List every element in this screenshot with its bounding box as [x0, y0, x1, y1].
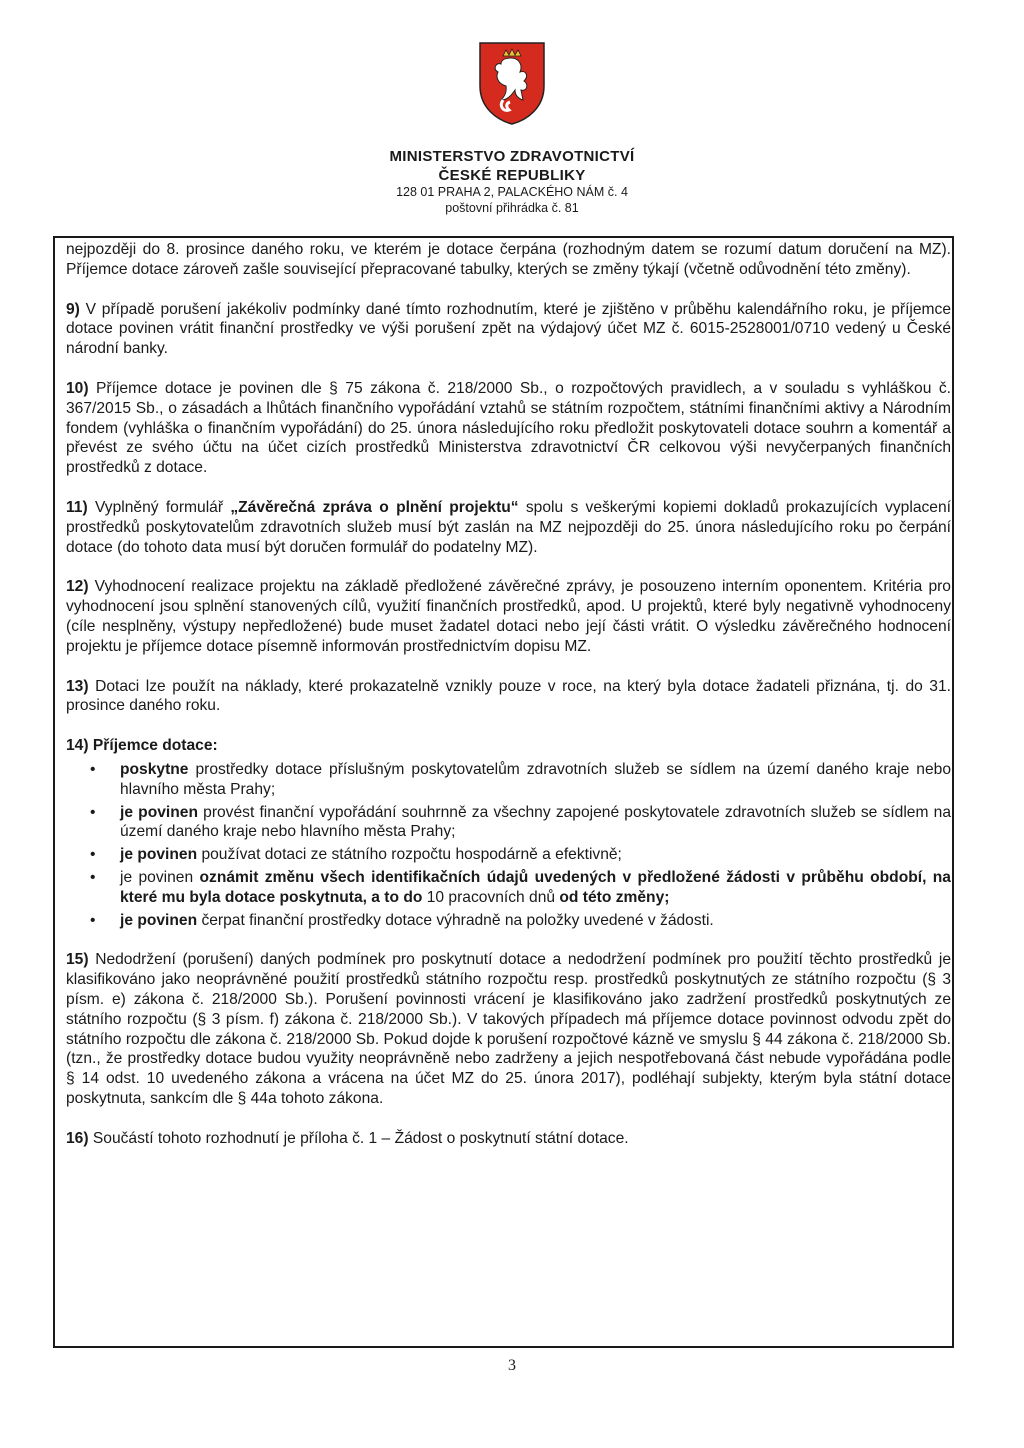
paragraph-text: Součástí tohoto rozhodnutí je příloha č. 1 – Žádost o poskytnutí státní dotace.	[92, 1129, 629, 1147]
paragraph-text: Vyplněný formulář	[94, 498, 231, 516]
bullet-bold-text: je povinen	[120, 846, 198, 864]
bullet-text: prostředky dotace příslušným poskytovatelům zdravotních služeb se sídlem na území daného kraje nebo hlavního města Prahy;	[120, 760, 951, 798]
paragraph-number: 12)	[66, 578, 89, 596]
paragraph-number: 11)	[66, 498, 88, 516]
bullet-bold-text: je povinen	[120, 803, 198, 821]
bullet-icon: •	[90, 911, 96, 929]
bullet-bold-text: oznámit změnu všech identifikačních údajů uvedených v předložené žádosti v průběhu období, na které mu byla dotace poskytnuta, a to do	[120, 868, 951, 906]
obligations-list	[66, 760, 951, 930]
document-body	[66, 240, 951, 1168]
bullet-bold-text: poskytne	[120, 760, 189, 778]
bullet-bold-text: od této změny;	[559, 888, 670, 906]
paragraph-text: Dotaci lze použít na náklady, které prokazatelně vznikly pouze v roce, na který byla dotace žadateli přiznána, tj. do 31. prosince daného roku.	[66, 677, 951, 715]
form-title: „Závěrečná zpráva o plnění projektu“	[230, 498, 519, 516]
letterhead	[0, 40, 1024, 216]
paragraph-15	[66, 950, 951, 1108]
paragraph-title: Příjemce dotace:	[92, 737, 218, 755]
paragraph-text: spolu s veškerými kopiemi dokladů prokazujících vyplacení prostředků poskytovatelům zdravotních služeb musí být zaslán na MZ nejpozději do 25. února následujícího roku po čerpání dotace (do tohoto data musí být doručen formulář do podatelny MZ).	[66, 498, 951, 556]
ministry-name-line1: MINISTERSTVO ZDRAVOTNICTVÍ	[389, 148, 635, 165]
paragraph-8-continuation: nejpozději do 8. prosince daného roku, ve kterém je dotace čerpána (rozhodným datem se rozumí datum doručení na MZ). Příjemce dotace zároveň zašle související přepracované tabulky, kterých se změny týkají (včetně odůvodnění této změny).	[66, 241, 951, 278]
list-item	[66, 803, 951, 843]
bullet-icon: •	[90, 803, 96, 821]
bullet-text: 10 pracovních dnů	[422, 888, 560, 906]
paragraph-number: 9)	[66, 300, 80, 318]
paragraph-14	[66, 736, 951, 756]
bullet-text: používat dotaci ze státního rozpočtu hospodárně a efektivně;	[197, 846, 622, 864]
paragraph-number: 10)	[66, 379, 89, 397]
czech-coat-of-arms-icon	[477, 40, 547, 126]
list-item	[66, 760, 951, 800]
ministry-name-line2: ČESKÉ REPUBLIKY	[438, 167, 586, 184]
paragraph-text: Nedodržení (porušení) daných podmínek pro poskytnutí dotace a nedodržení podmínek pro použití těchto prostředků je klasifikováno jako neoprávněné použití prostředků státního rozpočtu resp. prostředků poskytnutých ze státního rozpočtu (§ 3 písm. e) zákona č. 218/2000 Sb.). Porušení povinnosti vrácení je klasifikováno jako zadržení prostředků poskytnutých ze státního rozpočtu (§ 3 písm. f) zákona č. 218/2000 Sb.). V takových případech má příjemce dotace povinnost odvodu zpět do státního rozpočtu dle zákona č. 218/2000 Sb. Pokud dojde k porušení rozpočtové kázně ve smyslu § 44 zákona č. 218/2000 Sb. (tzn., že prostředky dotace budou využity neoprávněně nebo zadrženy a jejich nespotřebovaná část nebude vypořádána podle § 14 odst. 10 uvedeného zákona a vrácena na účet MZ do 25. února 2017), podléhají subjekty, kterým byla státní dotace poskytnuta, sankcím dle § 44a tohoto zákona.	[66, 951, 951, 1107]
bullet-icon: •	[90, 760, 96, 778]
paragraph-text: V případě porušení jakékoliv podmínky dané tímto rozhodnutím, které je zjištěno v průběhu kalendářního roku, je příjemce dotace povinen vrátit finanční prostředky ve výši porušení zpět na výdajový účet MZ č. 6015-2528001/0710 vedený u České národní banky.	[66, 300, 951, 358]
paragraph-9	[66, 300, 951, 359]
list-item	[66, 868, 951, 908]
paragraph-13	[66, 677, 951, 717]
paragraph-number: 13)	[66, 677, 89, 695]
list-item	[66, 911, 951, 931]
bullet-text: provést finanční vypořádání souhrnně za všechny zapojené poskytovatele zdravotních služeb se sídlem na území daného kraje nebo hlavního města Prahy;	[120, 803, 951, 841]
paragraph-number: 15)	[66, 951, 89, 969]
paragraph-text: Vyhodnocení realizace projektu na základě předložené závěrečné zprávy, je posouzeno interním oponentem. Kritéria pro vyhodnocení jsou splnění stanovených cílů, využití finančních prostředků, apod. U projektů, které byly negativně vyhodnoceny (cíle nesplněny, výstupy nepředložené) bude muset žadatel dotaci nebo její části vrátit. O výsledku závěrečného hodnocení projektu je příjemce dotace písemně informován prostřednictvím dopisu MZ.	[66, 578, 951, 655]
paragraph-10	[66, 379, 951, 478]
bullet-icon: •	[90, 868, 96, 886]
ministry-po-box: poštovní přihrádka č. 81	[445, 201, 579, 215]
paragraph-11	[66, 498, 951, 557]
page-number: 3	[508, 1357, 516, 1374]
bullet-text: čerpat finanční prostředky dotace výhradně na položky uvedené v žádosti.	[197, 911, 714, 929]
bullet-bold-text: je povinen	[120, 911, 198, 929]
bullet-icon: •	[90, 846, 96, 864]
list-item	[66, 845, 951, 865]
bullet-text: je povinen	[120, 868, 200, 886]
paragraph-12	[66, 577, 951, 656]
paragraph-16	[66, 1129, 951, 1149]
paragraph-text: Příjemce dotace je povinen dle § 75 zákona č. 218/2000 Sb., o rozpočtových pravidlech, a v souladu s vyhláškou č. 367/2015 Sb., o zásadách a lhůtách finančního vypořádání vztahů se státním rozpočtem, státními finančními aktivy a Národním fondem (vyhláška o finančním vypořádání) do 25. února následujícího roku předložit poskytovateli dotace souhrn a komentář a převést ze svého účtu na účet cizích prostředků Ministerstva zdravotnictví ČR celkovou výši nevyčerpaných finančních prostředků z dotace.	[66, 379, 951, 477]
paragraph-number: 16)	[66, 1129, 89, 1147]
ministry-address: 128 01 PRAHA 2, PALACKÉHO NÁM č. 4	[396, 185, 628, 199]
paragraph-number: 14)	[66, 737, 89, 755]
